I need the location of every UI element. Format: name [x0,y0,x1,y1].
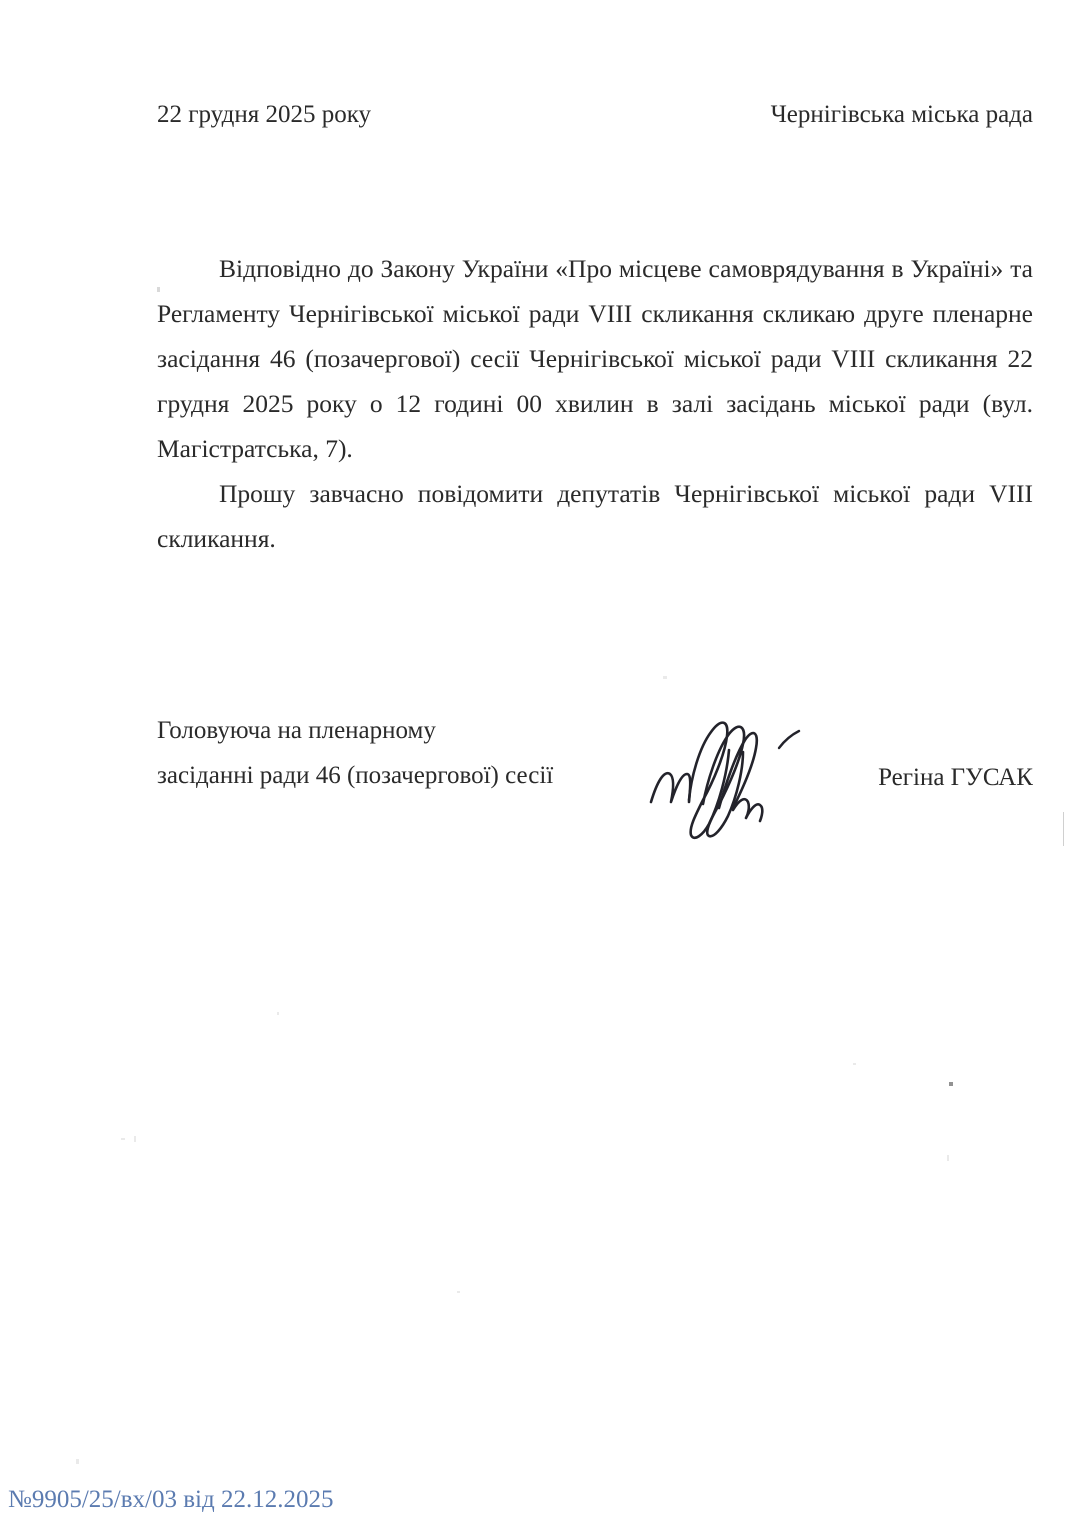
scan-speck [947,1155,949,1161]
body-paragraph-2: Прошу завчасно повідомити депутатів Чернігівської міської ради VIII скликання. [157,479,1033,553]
body-paragraph-1: Відповідно до Закону України «Про місцеве самоврядування в Україні» та Регламенту Чернігівської міської ради VIII скликання скликаю друге пленарне засідання 46 (позачергової) сесії Чернігівської міської ради VIII скликання 22 грудня 2025 року о 12 годині 00 хвилин в залі засідань міської ради (вул. Магістратська, 7). [157,254,1033,463]
scan-speck [277,1012,279,1015]
document-addressee: Чернігівська міська рада [770,101,1033,128]
registration-stamp: №9905/25/вх/03 від 22.12.2025 [8,1486,334,1513]
signature-block [157,708,1033,838]
scan-speck [663,676,667,679]
scan-edge-artifact [1063,812,1064,846]
signatory-role [157,708,627,798]
document-date: 22 грудня 2025 року [157,101,371,128]
document-body [157,246,1033,561]
handwritten-signature-icon [633,704,843,844]
scan-speck [853,1063,856,1065]
scan-speck [457,1291,460,1293]
signatory-role-line-2: засіданні ради 46 (позачергової) сесії [157,762,554,789]
document-header [157,100,1033,130]
signatory-name: Регіна ГУСАК [878,764,1033,791]
scan-speck [949,1082,953,1086]
scan-speck [121,1138,125,1140]
scan-speck [76,1459,79,1464]
scan-speck [157,287,160,292]
signatory-role-line-1: Головуюча на пленарному [157,717,436,744]
scan-speck [134,1136,136,1142]
